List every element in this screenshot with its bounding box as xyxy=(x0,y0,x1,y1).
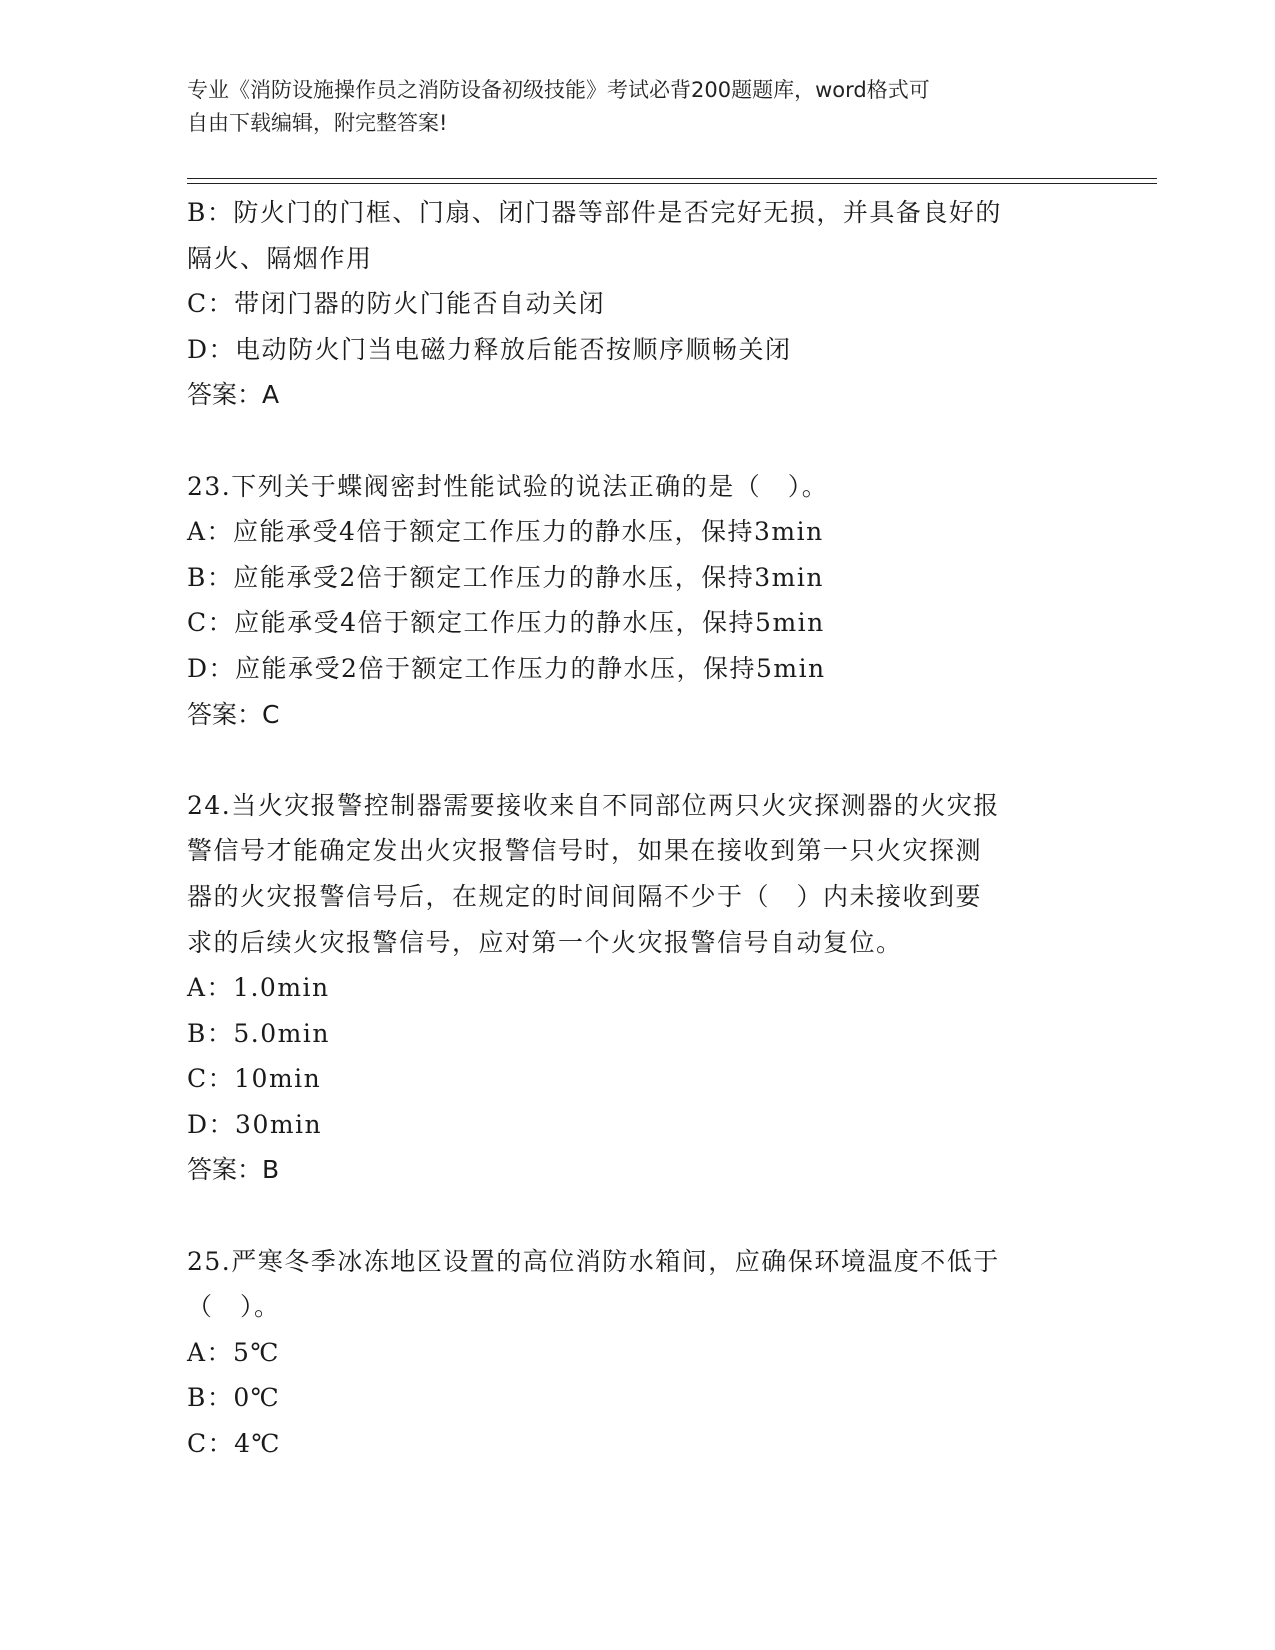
question-stem-line-1: 24.当火灾报警控制器需要接收来自不同部位两只火灾探测器的火灾报 xyxy=(187,790,1000,820)
option-b: B：应能承受2倍于额定工作压力的静水压，保持3min xyxy=(187,562,824,592)
option-b: B：5.0min xyxy=(187,1018,330,1048)
option-d: D：电动防火门当电磁力释放后能否按顺序顺畅关闭 xyxy=(187,334,792,364)
question-stem-line-2: （ ）。 xyxy=(187,1292,281,1322)
question-stem-line-4: 求的后续火灾报警信号，应对第一个火灾报警信号自动复位。 xyxy=(187,927,903,957)
document-header xyxy=(187,74,1087,140)
option-c: C：带闭门器的防火门能否自动关闭 xyxy=(187,289,606,319)
option-a: A：1.0min xyxy=(187,973,330,1003)
option-c: C：10min xyxy=(187,1064,322,1094)
header-line-1: 专业《消防设施操作员之消防设备初级技能》考试必背200题题库，word格式可 xyxy=(187,78,930,102)
option-d: D：30min xyxy=(187,1109,323,1139)
option-a: A：应能承受4倍于额定工作压力的静水压，保持3min xyxy=(187,517,824,547)
spacer xyxy=(187,1193,1087,1239)
question-23 xyxy=(187,464,1087,738)
option-c: C：4℃ xyxy=(187,1429,282,1459)
option-a: A：5℃ xyxy=(187,1337,280,1367)
question-stem-line-1: 25.严寒冬季冰冻地区设置的高位消防水箱间，应确保环境温度不低于 xyxy=(187,1246,1000,1276)
option-d: D：应能承受2倍于额定工作压力的静水压，保持5min xyxy=(187,653,826,683)
spacer xyxy=(187,418,1087,464)
option-b: B：0℃ xyxy=(187,1383,281,1413)
option-b-line-2: 隔火、隔烟作用 xyxy=(187,243,373,273)
question-stem: 23.下列关于蝶阀密封性能试验的说法正确的是（ ）。 xyxy=(187,471,829,501)
header-divider-bottom xyxy=(187,183,1157,184)
answer: 答案：A xyxy=(187,380,280,410)
question-stem-line-3: 器的火灾报警信号后，在规定的时间间隔不少于（ ）内未接收到要 xyxy=(187,881,983,911)
question-25 xyxy=(187,1239,1087,1467)
option-c: C：应能承受4倍于额定工作压力的静水压，保持5min xyxy=(187,608,825,638)
header-divider-top xyxy=(187,178,1157,179)
question-stem-line-2: 警信号才能确定发出火灾报警信号时，如果在接收到第一只火灾探测 xyxy=(187,836,983,866)
option-b-line-1: B：防火门的门框、门扇、闭门器等部件是否完好无损，并具备良好的 xyxy=(187,198,1002,227)
question-22 xyxy=(187,190,1087,418)
answer: 答案：C xyxy=(187,699,280,729)
spacer xyxy=(187,737,1087,783)
answer: 答案：B xyxy=(187,1155,280,1185)
question-24 xyxy=(187,783,1087,1193)
question-content xyxy=(187,190,1087,1467)
header-line-2: 自由下载编辑，附完整答案! xyxy=(187,111,448,135)
